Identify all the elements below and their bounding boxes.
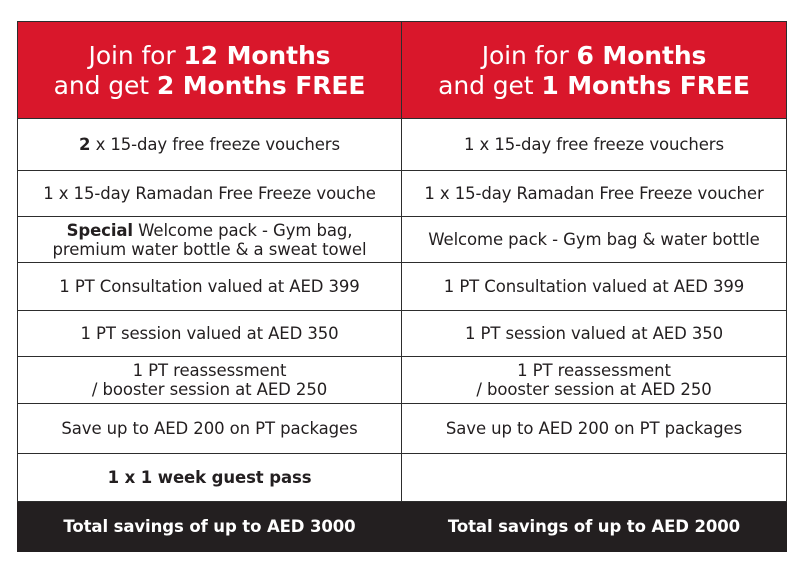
row-total-savings <box>18 501 787 551</box>
cell-freeze-vouchers-12: 2 x 15-day free freeze vouchers <box>18 119 402 171</box>
cell-pt-consultation-12: 1 PT Consultation valued at AED 399 <box>18 263 402 310</box>
cell-pt-reassessment-6: 1 PT reassessment / booster session at AED 250 <box>402 356 787 403</box>
cell-total-savings-12: Total savings of up to AED 3000 <box>18 501 402 551</box>
cell-pt-session-12: 1 PT session valued at AED 350 <box>18 310 402 356</box>
cell-guest-pass-6 <box>402 453 787 501</box>
row-pt-consultation <box>18 263 787 310</box>
cell-pt-packages-12: Save up to AED 200 on PT packages <box>18 403 402 453</box>
row-pt-packages <box>18 403 787 453</box>
cell-ramadan-freeze-12: 1 x 15-day Ramadan Free Freeze vouche <box>18 171 402 217</box>
cell-welcome-pack-6: Welcome pack - Gym bag & water bottle <box>402 217 787 263</box>
header-line-2: and get 1 Months FREE <box>438 70 750 100</box>
header-line-1: Join for 12 Months <box>88 40 331 70</box>
header-6-months <box>402 22 787 119</box>
cell-pt-reassessment-12: 1 PT reassessment / booster session at AED 250 <box>18 356 402 403</box>
cell-pt-consultation-6: 1 PT Consultation valued at AED 399 <box>402 263 787 310</box>
membership-offer-table <box>17 21 787 552</box>
header-12-months <box>18 22 402 119</box>
cell-pt-packages-6: Save up to AED 200 on PT packages <box>402 403 787 453</box>
cell-total-savings-6: Total savings of up to AED 2000 <box>402 501 787 551</box>
row-pt-reassessment <box>18 356 787 403</box>
row-pt-session <box>18 310 787 356</box>
cell-freeze-vouchers-6: 1 x 15-day free freeze vouchers <box>402 119 787 171</box>
cell-ramadan-freeze-6: 1 x 15-day Ramadan Free Freeze voucher <box>402 171 787 217</box>
row-ramadan-freeze <box>18 171 787 217</box>
cell-welcome-pack-12: Special Welcome pack - Gym bag, premium water bottle & a sweat towel <box>18 217 402 263</box>
header-row <box>18 22 787 119</box>
row-guest-pass <box>18 453 787 501</box>
header-line-2: and get 2 Months FREE <box>53 70 366 100</box>
header-line-1: Join for 6 Months <box>481 40 707 70</box>
cell-pt-session-6: 1 PT session valued at AED 350 <box>402 310 787 356</box>
cell-guest-pass-12: 1 x 1 week guest pass <box>18 453 402 501</box>
row-welcome-pack <box>18 217 787 263</box>
row-freeze-vouchers <box>18 119 787 171</box>
